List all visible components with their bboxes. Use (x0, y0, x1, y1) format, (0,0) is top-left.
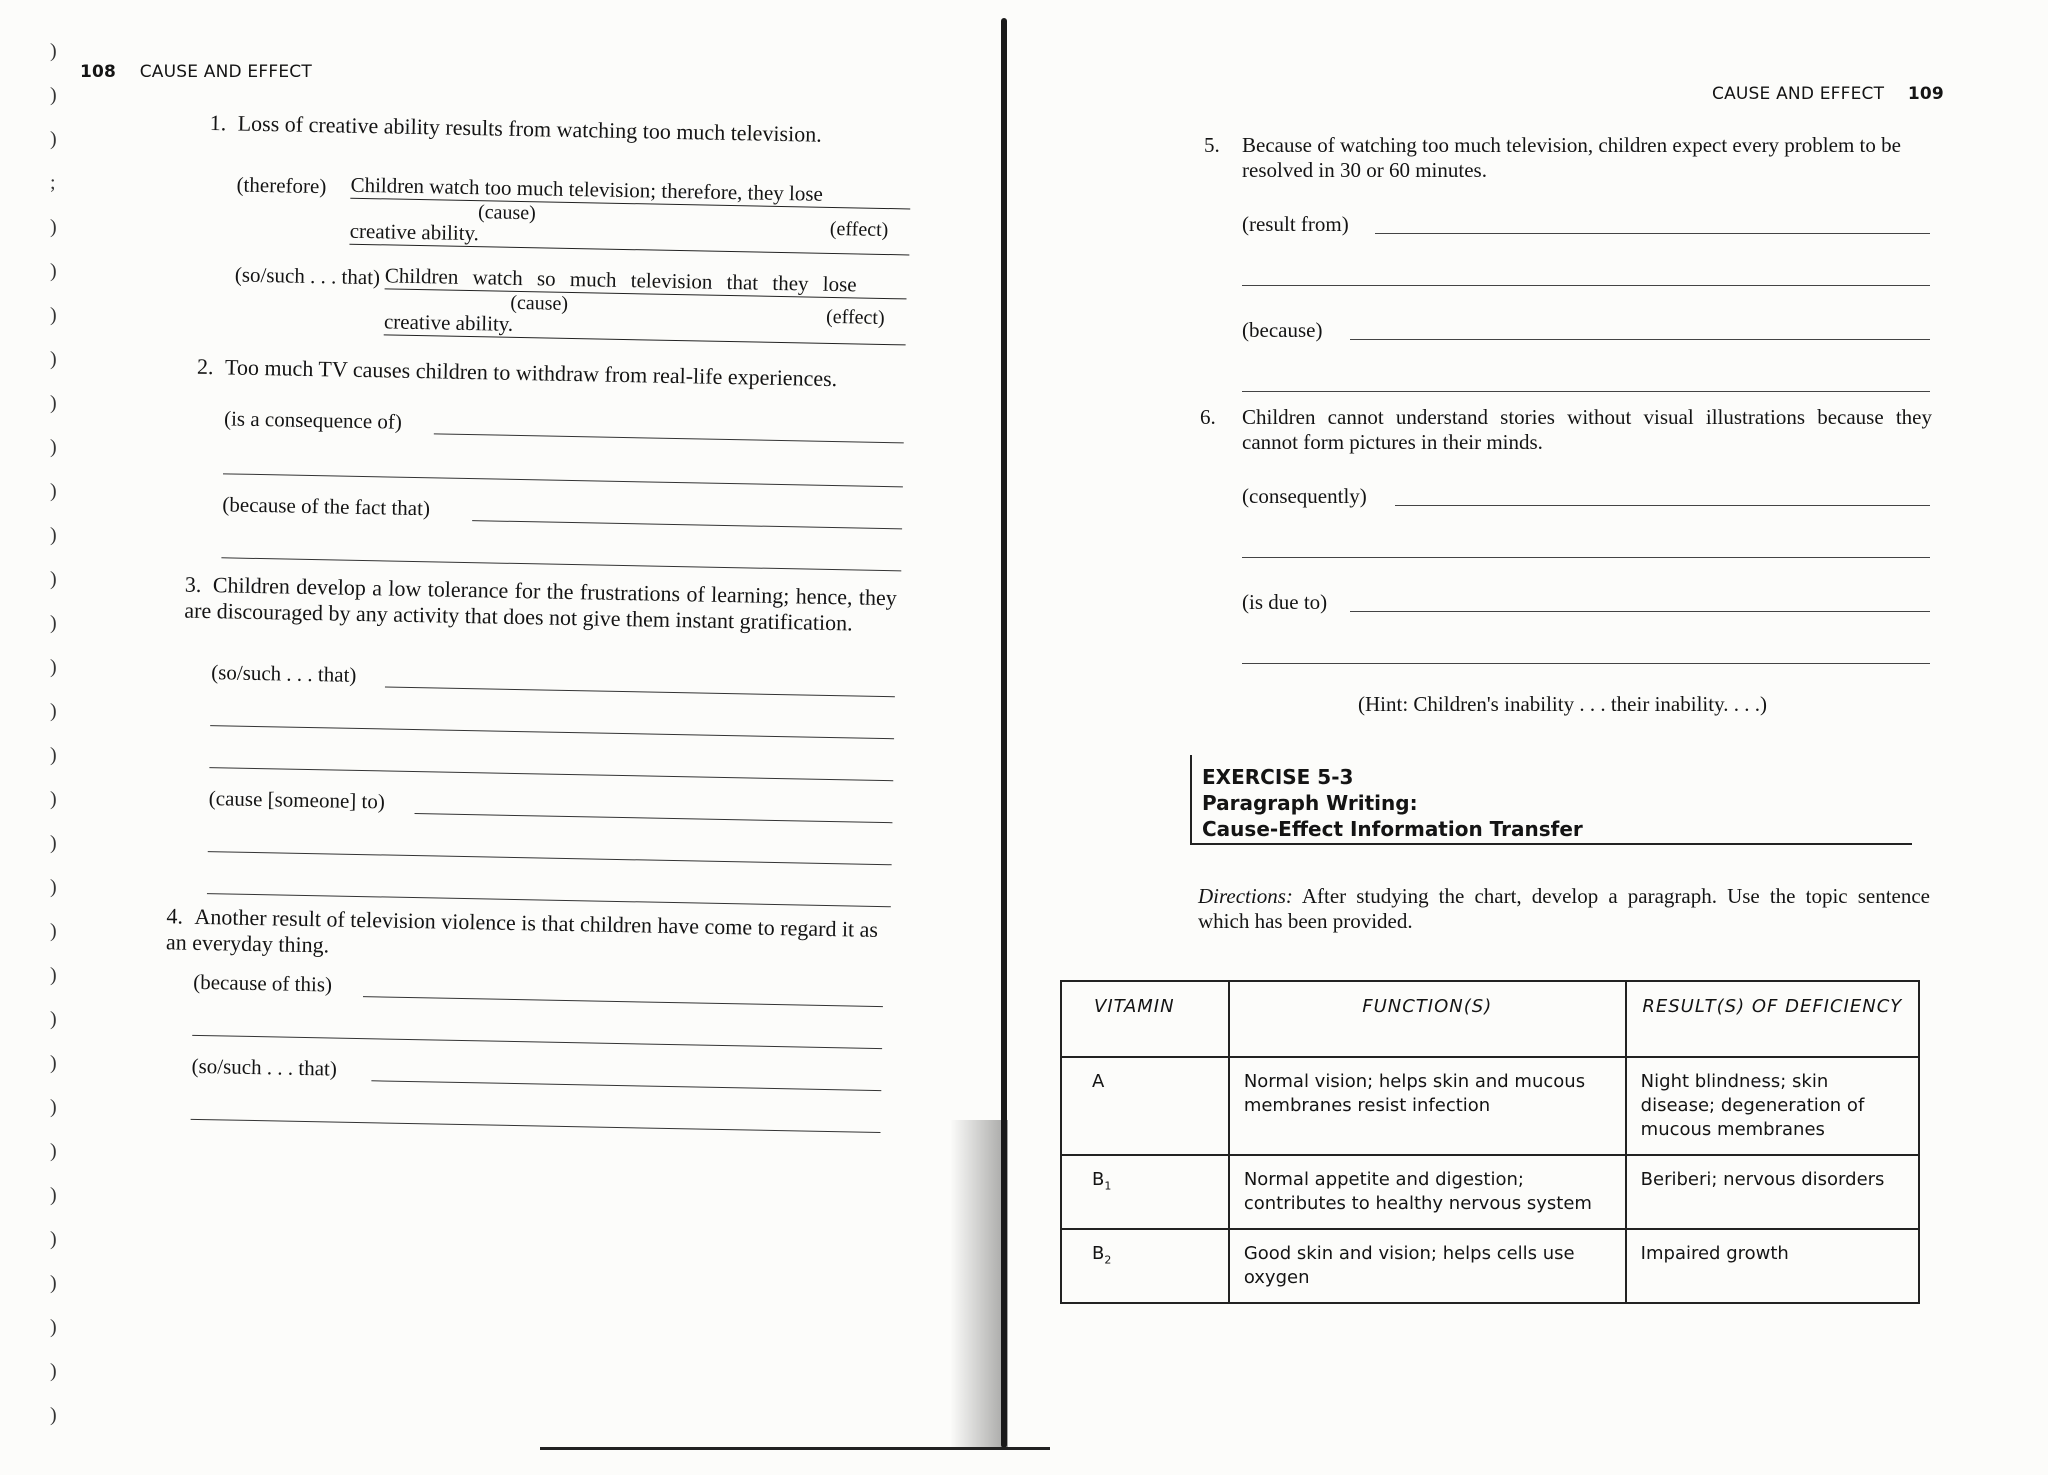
book-spine (1001, 18, 1007, 1448)
q1-therefore-label: (therefore) (236, 172, 327, 199)
q1-therefore-answer-line1: Children watch too much television; therefore, they lose (350, 173, 910, 210)
exercise-subtitle: Paragraph Writing: (1202, 791, 1418, 815)
q1-so-such-label: (so/such . . . that) (234, 262, 381, 290)
q3-so-such-label: (so/such . . . that) (210, 660, 357, 687)
question-5 (1204, 133, 1930, 183)
result-cell: Impaired growth (1626, 1229, 1919, 1303)
table-row (1061, 1155, 1919, 1229)
question-1 (210, 110, 910, 149)
exercise-title: EXERCISE 5-3 (1202, 765, 1354, 789)
question-number: 3. (184, 571, 202, 597)
directions-label: Directions: (1198, 884, 1293, 908)
answer-line[interactable] (371, 1079, 881, 1091)
column-header: FUNCTION(S) (1229, 981, 1626, 1057)
answer-line[interactable] (415, 812, 893, 823)
answer-line[interactable] (1242, 663, 1930, 664)
q1-so-such-answer-line2: creative ability. (384, 309, 906, 345)
vitamin-subscript: 1 (1104, 1179, 1112, 1193)
question-text: Another result of television violence is that children have come to regard it as an everyday thing. (165, 903, 879, 958)
column-header: VITAMIN (1061, 981, 1229, 1057)
question-number: 5. (1204, 133, 1220, 157)
vitamin-name: B (1092, 1169, 1105, 1190)
answer-line[interactable] (1350, 611, 1930, 612)
q6-due-to-label: (is due to) (1242, 590, 1328, 614)
vitamin-name: B (1092, 1243, 1105, 1264)
question-text: Children cannot understand stories without visual illustrations because they cannot form pictures in their minds. (1242, 405, 1932, 454)
question-text: Too much TV causes children to withdraw from real-life experiences. (224, 354, 838, 392)
cause-tag: (cause) (510, 291, 569, 315)
table-row (1061, 1229, 1919, 1303)
function-cell: Good skin and vision; helps cells use oxygen (1229, 1229, 1626, 1303)
answer-line[interactable] (208, 850, 892, 865)
effect-tag: (effect) (829, 217, 889, 242)
answer-line[interactable] (210, 724, 894, 739)
q6-consequently-label: (consequently) (1242, 484, 1367, 508)
result-cell: Beriberi; nervous disorders (1626, 1155, 1919, 1229)
effect-tag: (effect) (825, 305, 885, 329)
page-number: 109 (1907, 84, 1944, 104)
answer-line[interactable] (1242, 285, 1930, 286)
running-head-title: CAUSE AND EFFECT (139, 62, 312, 82)
function-cell: Normal appetite and digestion; contributes to healthy nervous system (1229, 1155, 1626, 1229)
q2-consequence-label: (is a consequence of) (223, 406, 403, 434)
cause-tag: (cause) (477, 201, 537, 225)
answer-line[interactable] (1375, 233, 1930, 234)
q5-because-label: (because) (1242, 318, 1323, 342)
vitamin-cell (1061, 1229, 1229, 1303)
answer-line[interactable] (191, 1118, 881, 1133)
question-text: Loss of creative ability results from watching too much television. (237, 110, 822, 147)
column-header: RESULT(S) OF DEFICIENCY (1626, 981, 1919, 1057)
answer-line[interactable] (1395, 505, 1930, 506)
right-running-head (1712, 84, 1944, 104)
vitamin-table (1060, 980, 1920, 1304)
exercise-subtitle: Cause-Effect Information Transfer (1202, 817, 1583, 841)
page-number: 108 (80, 62, 117, 82)
result-cell: Night blindness; skin disease; degeneration of mucous membranes (1626, 1057, 1919, 1155)
question-number: 1. (209, 110, 227, 136)
table-header-row (1061, 981, 1919, 1057)
function-cell: Normal vision; helps skin and mucous membranes resist infection (1229, 1057, 1626, 1155)
answer-line[interactable] (209, 766, 893, 781)
q4-so-such-label: (so/such . . . that) (191, 1053, 338, 1081)
vitamin-subscript: 2 (1104, 1253, 1112, 1267)
directions-text: After studying the chart, develop a paragraph. Use the topic sentence which has been provided. (1198, 884, 1930, 933)
vitamin-name: A (1092, 1071, 1105, 1092)
question-4 (166, 903, 889, 969)
question-number: 2. (196, 353, 214, 380)
vitamin-cell (1061, 1057, 1229, 1155)
question-3 (184, 572, 897, 638)
answer-line[interactable] (472, 519, 902, 529)
answer-line[interactable] (192, 1034, 882, 1049)
question-2 (197, 354, 907, 394)
answer-line[interactable] (223, 472, 903, 487)
left-running-head (80, 62, 312, 82)
vitamin-cell (1061, 1155, 1229, 1229)
table-row (1061, 1057, 1919, 1155)
answer-line[interactable] (1350, 339, 1930, 340)
answer-line[interactable] (434, 432, 904, 443)
left-page-content (165, 110, 930, 1081)
q5-result-from-label: (result from) (1242, 212, 1349, 236)
q3-cause-label: (cause [someone] to) (208, 786, 386, 814)
left-page (0, 0, 1000, 1475)
answer-line[interactable] (363, 995, 883, 1007)
q4-because-label: (because of this) (193, 969, 333, 997)
answer-line[interactable] (1242, 557, 1930, 558)
running-head-title: CAUSE AND EFFECT (1712, 84, 1885, 104)
q2-because-label: (because of the fact that) (222, 492, 431, 521)
question-number: 4. (166, 903, 184, 929)
margin-marks: ) ) ) ; ) ) ) ) ) ) ) ) ) ) ) ) ) ) ) ) ) ) ) ) ) ) ) ) ) ) ) ) (50, 40, 57, 1426)
q1-therefore-answer-line2: creative ability. (349, 219, 909, 256)
question-number: 6. (1200, 405, 1216, 429)
question-text: Children develop a low tolerance for the frustrations of learning; hence, they are discouraged by any activity that does not give them instant gratification. (184, 572, 898, 636)
answer-line[interactable] (1242, 391, 1930, 392)
hint-text: (Hint: Children's inability . . . their inability. . . .) (1358, 692, 1767, 716)
answer-line[interactable] (207, 892, 891, 907)
answer-line[interactable] (221, 556, 901, 571)
q1-so-such-answer-line1: Children watch so much television that they lose (385, 263, 907, 299)
answer-line[interactable] (385, 685, 895, 697)
question-text: Because of watching too much television, children expect every problem to be resolved in 30 or 60 minutes. (1242, 133, 1901, 182)
question-6 (1200, 405, 1932, 455)
directions (1198, 884, 1930, 934)
